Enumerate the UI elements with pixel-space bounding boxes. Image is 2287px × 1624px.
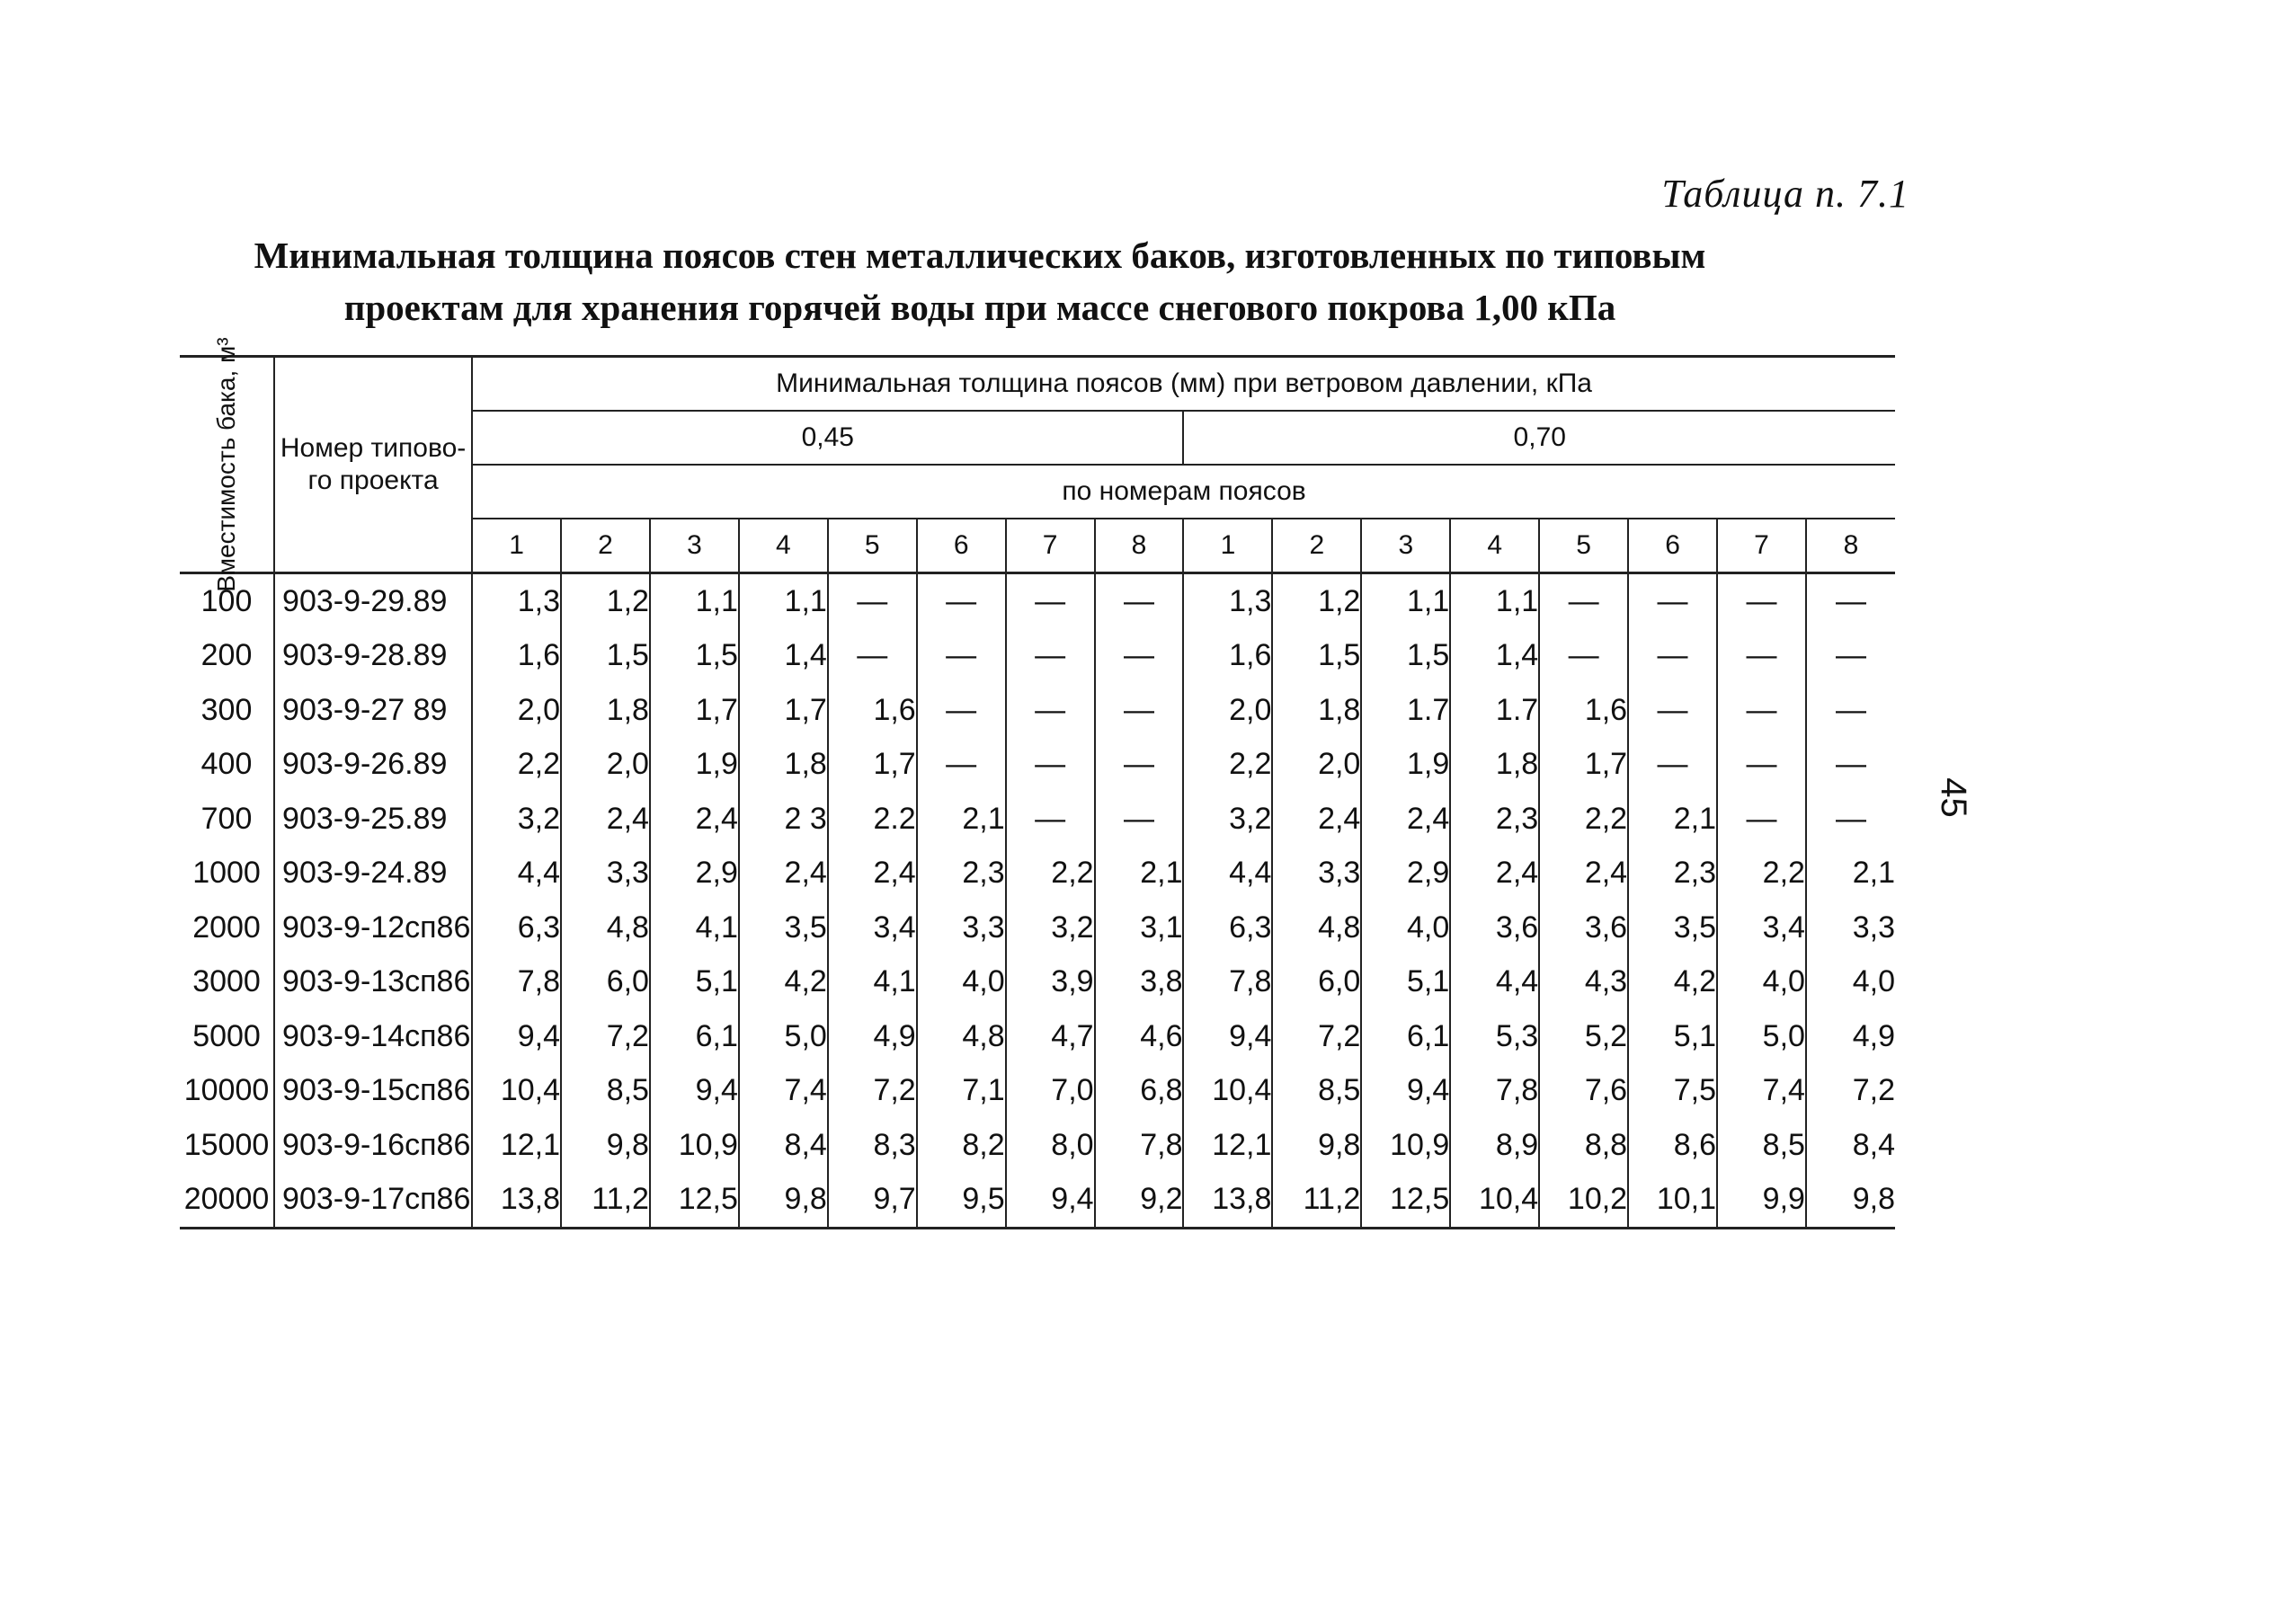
thickness-cell: 4,0	[1806, 955, 1895, 1010]
capacity-cell: 100	[200, 583, 253, 618]
belt-number-header: 3	[650, 519, 739, 573]
thickness-cell: 3,1	[1095, 901, 1184, 955]
thickness-cell: —	[1628, 573, 1717, 629]
thickness-cell: 3,6	[1450, 901, 1539, 955]
thickness-cell: 5,2	[1539, 1009, 1628, 1064]
thickness-cell: 9,8	[561, 1118, 650, 1173]
thickness-cell: 1,8	[1450, 738, 1539, 793]
thickness-cell: 9,4	[1183, 1009, 1272, 1064]
thickness-cell: 3,3	[561, 847, 650, 901]
thickness-cell: 8,0	[1006, 1118, 1095, 1173]
thickness-table	[180, 337, 1895, 1229]
table-caption: Таблица п. 7.1	[1661, 172, 1909, 216]
thickness-cell: 1,6	[828, 683, 917, 738]
thickness-cell: 2,4	[1272, 792, 1361, 847]
thickness-cell: 2,4	[1361, 792, 1450, 847]
thickness-cell: 3,3	[1272, 847, 1361, 901]
thickness-cell: 1,3	[472, 573, 561, 629]
thickness-cell: —	[1806, 573, 1895, 629]
thickness-cell: 1,2	[1272, 573, 1361, 629]
thickness-cell: 1,5	[1272, 629, 1361, 684]
thickness-cell: 2,1	[917, 792, 1006, 847]
thickness-cell: —	[1628, 629, 1717, 684]
table-row	[180, 955, 1895, 1010]
table-row	[180, 573, 1895, 629]
thickness-cell: 7,1	[917, 1064, 1006, 1119]
thickness-cell: 8,5	[1717, 1118, 1806, 1173]
thickness-cell: 9,4	[1006, 1173, 1095, 1229]
thickness-cell: 5,3	[1450, 1009, 1539, 1064]
thickness-cell: 9,4	[472, 1009, 561, 1064]
thickness-cell: —	[828, 573, 917, 629]
thickness-cell: 4,0	[917, 955, 1006, 1010]
table-title	[180, 229, 1780, 333]
capacity-cell: 200	[200, 638, 253, 673]
table-row	[180, 629, 1895, 684]
thickness-cell: 1,6	[1183, 629, 1272, 684]
project-cell: 903-9-25.89	[274, 792, 472, 847]
thickness-cell: 4,9	[1806, 1009, 1895, 1064]
thickness-cell: 1,8	[561, 683, 650, 738]
thickness-cell: 4,4	[1183, 847, 1272, 901]
thickness-cell: 8,6	[1628, 1118, 1717, 1173]
thickness-cell: 7,8	[472, 955, 561, 1010]
thickness-cell: 1,1	[739, 573, 828, 629]
title-line-1: Минимальная толщина поясов стен металлических баков, изготовленных по типовым	[254, 235, 1706, 276]
thickness-cell: 3,3	[1806, 901, 1895, 955]
thickness-cell: 5,0	[1717, 1009, 1806, 1064]
thickness-cell: 2 3	[739, 792, 828, 847]
thickness-cell: 6,3	[1183, 901, 1272, 955]
thickness-cell: —	[1717, 738, 1806, 793]
thickness-cell: 4,8	[561, 901, 650, 955]
belt-number-header: 7	[1717, 519, 1806, 573]
thickness-cell: 3,2	[472, 792, 561, 847]
thickness-cell: 2,4	[828, 847, 917, 901]
thickness-cell: 7,8	[1450, 1064, 1539, 1119]
capacity-cell: 1000	[192, 856, 261, 891]
thickness-cell: 6,3	[472, 901, 561, 955]
thickness-cell: —	[1539, 629, 1628, 684]
thickness-cell: —	[1628, 683, 1717, 738]
thickness-cell: 3,4	[1717, 901, 1806, 955]
thickness-cell: 9,2	[1095, 1173, 1184, 1229]
table-row	[180, 901, 1895, 955]
thickness-cell: 2,4	[1539, 847, 1628, 901]
thickness-cell: 4,7	[1006, 1009, 1095, 1064]
thickness-cell: 8,3	[828, 1118, 917, 1173]
thickness-cell: 2,3	[1450, 792, 1539, 847]
thickness-cell: 2,3	[1628, 847, 1717, 901]
thickness-cell: 12,5	[1361, 1173, 1450, 1229]
belt-number-header: 3	[1361, 519, 1450, 573]
table-row	[180, 792, 1895, 847]
thickness-cell: 2,2	[1183, 738, 1272, 793]
thickness-cell: —	[1095, 683, 1184, 738]
table-row	[180, 1064, 1895, 1119]
thickness-cell: —	[917, 738, 1006, 793]
thickness-cell: —	[1095, 573, 1184, 629]
thickness-cell: 10,9	[1361, 1118, 1450, 1173]
belt-number-header: 4	[1450, 519, 1539, 573]
project-header: Номер типово-го проекта	[274, 357, 472, 573]
thickness-cell: 3,6	[1539, 901, 1628, 955]
thickness-cell: —	[917, 629, 1006, 684]
thickness-cell: 2,1	[1628, 792, 1717, 847]
thickness-cell: 4,4	[1450, 955, 1539, 1010]
project-cell: 903-9-13сп86	[274, 955, 472, 1010]
capacity-cell: 400	[200, 747, 253, 782]
page-number: 45	[1933, 777, 1973, 818]
thickness-cell: —	[1806, 629, 1895, 684]
thickness-cell: —	[1539, 573, 1628, 629]
thickness-cell: 2,3	[917, 847, 1006, 901]
thickness-cell: —	[1806, 792, 1895, 847]
thickness-cell: 3,9	[1006, 955, 1095, 1010]
thickness-cell: 7,5	[1628, 1064, 1717, 1119]
belt-number-header: 1	[1183, 519, 1272, 573]
thickness-cell: 1,7	[828, 738, 917, 793]
thickness-cell: 12,5	[650, 1173, 739, 1229]
belt-number-header: 1	[472, 519, 561, 573]
thickness-cell: 9,8	[1806, 1173, 1895, 1229]
project-cell: 903-9-29.89	[274, 573, 472, 629]
thickness-cell: 4,9	[828, 1009, 917, 1064]
thickness-cell: 6,0	[561, 955, 650, 1010]
thickness-cell: 2,2	[1539, 792, 1628, 847]
capacity-cell: 2000	[192, 910, 261, 945]
thickness-cell: 1,3	[1183, 573, 1272, 629]
project-cell: 903-9-16сп86	[274, 1118, 472, 1173]
thickness-cell: 1,1	[1450, 573, 1539, 629]
thickness-cell: 1,6	[1539, 683, 1628, 738]
thickness-cell: 1,1	[1361, 573, 1450, 629]
thickness-cell: 2,0	[1272, 738, 1361, 793]
thickness-cell: 12,1	[1183, 1118, 1272, 1173]
belt-number-header: 8	[1095, 519, 1184, 573]
thickness-cell: 1,1	[650, 573, 739, 629]
belt-number-header: 4	[739, 519, 828, 573]
capacity-header-cell	[180, 337, 274, 592]
thickness-cell: 9,8	[1272, 1118, 1361, 1173]
thickness-cell: —	[1006, 629, 1095, 684]
thickness-cell: —	[917, 683, 1006, 738]
table-header	[180, 337, 1895, 592]
belt-number-header: 6	[1628, 519, 1717, 573]
project-cell: 903-9-27 89	[274, 683, 472, 738]
thickness-cell: —	[1095, 792, 1184, 847]
thickness-cell: 2,4	[561, 792, 650, 847]
thickness-cell: 13,8	[472, 1173, 561, 1229]
thickness-cell: 2,4	[1450, 847, 1539, 901]
thickness-cell: 9,4	[650, 1064, 739, 1119]
thickness-cell: 10,4	[1183, 1064, 1272, 1119]
thickness-cell: 2,2	[1006, 847, 1095, 901]
pressure-045-header: 0,45	[472, 411, 1183, 465]
thickness-cell: 10,9	[650, 1118, 739, 1173]
thickness-cell: 2,0	[561, 738, 650, 793]
thickness-cell: —	[1717, 792, 1806, 847]
thickness-cell: 1.7	[1450, 683, 1539, 738]
thickness-cell: 2,4	[650, 792, 739, 847]
capacity-cell: 10000	[183, 1073, 270, 1108]
thickness-cell: 1,4	[739, 629, 828, 684]
project-cell: 903-9-17сп86	[274, 1173, 472, 1229]
thickness-cell: 8,5	[1272, 1064, 1361, 1119]
thickness-cell: —	[828, 629, 917, 684]
thickness-cell: 2,2	[472, 738, 561, 793]
belt-number-header: 7	[1006, 519, 1095, 573]
thickness-cell: —	[1717, 573, 1806, 629]
thickness-cell: 6,8	[1095, 1064, 1184, 1119]
capacity-cell: 20000	[180, 1173, 274, 1229]
thickness-cell: 2,0	[472, 683, 561, 738]
table-row	[180, 1173, 1895, 1229]
thickness-cell: 8,4	[739, 1118, 828, 1173]
thickness-cell: 1,5	[650, 629, 739, 684]
capacity-cell: 5000	[192, 1018, 261, 1053]
thickness-cell: 8,4	[1806, 1118, 1895, 1173]
belt-number-header: 6	[917, 519, 1006, 573]
thickness-cell: 7,4	[1717, 1064, 1806, 1119]
thickness-cell: 2.2	[828, 792, 917, 847]
thickness-cell: 4,4	[472, 847, 561, 901]
thickness-cell: 7,2	[828, 1064, 917, 1119]
thickness-cell: 2,1	[1095, 847, 1184, 901]
thickness-cell: —	[1717, 683, 1806, 738]
capacity-header: Вместимость бака, м³	[212, 337, 241, 592]
thickness-cell: 9,9	[1717, 1173, 1806, 1229]
thickness-cell: —	[1628, 738, 1717, 793]
thickness-cell: 1,2	[561, 573, 650, 629]
thickness-cell: 7,8	[1095, 1118, 1184, 1173]
thickness-cell: 10,4	[1450, 1173, 1539, 1229]
thickness-cell: —	[1006, 738, 1095, 793]
table-row	[180, 683, 1895, 738]
thickness-cell: 6,1	[650, 1009, 739, 1064]
thickness-cell: 9,8	[739, 1173, 828, 1229]
thickness-cell: 4,1	[650, 901, 739, 955]
thickness-cell: 4,0	[1361, 901, 1450, 955]
thickness-cell: —	[1095, 738, 1184, 793]
thickness-cell: 7,6	[1539, 1064, 1628, 1119]
thickness-cell: 8,2	[917, 1118, 1006, 1173]
thickness-cell: —	[917, 573, 1006, 629]
thickness-cell: 2,1	[1806, 847, 1895, 901]
thickness-cell: 6,0	[1272, 955, 1361, 1010]
thickness-cell: 4,8	[1272, 901, 1361, 955]
thickness-cell: 1,4	[1450, 629, 1539, 684]
thickness-cell: 1,8	[1272, 683, 1361, 738]
table-row	[180, 1118, 1895, 1173]
thickness-cell: 2,4	[739, 847, 828, 901]
thickness-cell: 1,9	[1361, 738, 1450, 793]
title-line-2: проектам для хранения горячей воды при массе снегового покрова 1,00 кПа	[343, 287, 1616, 328]
thickness-cell: 1,7	[739, 683, 828, 738]
capacity-cell: 700	[200, 801, 253, 836]
belt-number-header: 8	[1806, 519, 1895, 573]
table-row	[180, 1009, 1895, 1064]
thickness-cell: —	[1806, 683, 1895, 738]
project-cell: 903-9-26.89	[274, 738, 472, 793]
capacity-cell: 3000	[192, 964, 261, 999]
thickness-cell: 8,9	[1450, 1118, 1539, 1173]
thickness-cell: 4,8	[917, 1009, 1006, 1064]
thickness-cell: 13,8	[1183, 1173, 1272, 1229]
project-cell: 903-9-24.89	[274, 847, 472, 901]
thickness-cell: 9,4	[1361, 1064, 1450, 1119]
thickness-cell: 3,5	[1628, 901, 1717, 955]
thickness-cell: 4,2	[1628, 955, 1717, 1010]
thickness-cell: 5,0	[739, 1009, 828, 1064]
thickness-cell: —	[1095, 629, 1184, 684]
thickness-cell: 1,7	[650, 683, 739, 738]
thickness-cell: 2,2	[1717, 847, 1806, 901]
thickness-cell: 4,3	[1539, 955, 1628, 1010]
table-row	[180, 738, 1895, 793]
thickness-cell: 2,9	[650, 847, 739, 901]
thickness-cell: 11,2	[1272, 1173, 1361, 1229]
project-cell: 903-9-12сп86	[274, 901, 472, 955]
thickness-cell: 3,4	[828, 901, 917, 955]
thickness-cell: 3,2	[1006, 901, 1095, 955]
thickness-cell: 7,2	[1272, 1009, 1361, 1064]
thickness-cell: 3,5	[739, 901, 828, 955]
belt-number-header: 5	[1539, 519, 1628, 573]
thickness-cell: —	[1006, 683, 1095, 738]
thickness-cell: 4,2	[739, 955, 828, 1010]
thickness-cell: 11,2	[561, 1173, 650, 1229]
thickness-cell: 3,2	[1183, 792, 1272, 847]
thickness-cell: 7,0	[1006, 1064, 1095, 1119]
project-cell: 903-9-15сп86	[274, 1064, 472, 1119]
thickness-cell: 10,4	[472, 1064, 561, 1119]
thickness-cell: 2,0	[1183, 683, 1272, 738]
belts-header: по номерам поясов	[472, 465, 1895, 519]
thickness-cell: 5,1	[1628, 1009, 1717, 1064]
table-body	[180, 573, 1895, 1229]
belt-number-header: 2	[1272, 519, 1361, 573]
belt-number-header: 5	[828, 519, 917, 573]
thickness-cell: 1,8	[739, 738, 828, 793]
thickness-cell: 1,6	[472, 629, 561, 684]
thickness-cell: 8,5	[561, 1064, 650, 1119]
thickness-cell: 10,2	[1539, 1173, 1628, 1229]
group-header: Минимальная толщина поясов (мм) при ветровом давлении, кПа	[472, 357, 1895, 412]
thickness-cell: —	[1717, 629, 1806, 684]
thickness-cell: 7,8	[1183, 955, 1272, 1010]
thickness-cell: 5,1	[1361, 955, 1450, 1010]
thickness-cell: 1,5	[1361, 629, 1450, 684]
thickness-cell: 3,8	[1095, 955, 1184, 1010]
thickness-cell: 10,1	[1628, 1173, 1717, 1229]
thickness-cell: 6,1	[1361, 1009, 1450, 1064]
thickness-cell: 1,7	[1539, 738, 1628, 793]
table-row	[180, 847, 1895, 901]
thickness-cell: 7,4	[739, 1064, 828, 1119]
thickness-cell: 8,8	[1539, 1118, 1628, 1173]
thickness-cell: 4,0	[1717, 955, 1806, 1010]
thickness-cell: 9,7	[828, 1173, 917, 1229]
thickness-cell: 5,1	[650, 955, 739, 1010]
thickness-cell: 12,1	[472, 1118, 561, 1173]
capacity-cell: 300	[200, 692, 253, 727]
thickness-cell: 7,2	[1806, 1064, 1895, 1119]
thickness-cell: —	[1006, 573, 1095, 629]
thickness-cell: 1.7	[1361, 683, 1450, 738]
project-cell: 903-9-14сп86	[274, 1009, 472, 1064]
project-cell: 903-9-28.89	[274, 629, 472, 684]
belt-number-header: 2	[561, 519, 650, 573]
thickness-cell: —	[1006, 792, 1095, 847]
thickness-cell: 9,5	[917, 1173, 1006, 1229]
capacity-cell: 15000	[183, 1127, 270, 1162]
thickness-cell: —	[1806, 738, 1895, 793]
thickness-cell: 4,1	[828, 955, 917, 1010]
thickness-cell: 1,5	[561, 629, 650, 684]
thickness-cell: 4,6	[1095, 1009, 1184, 1064]
thickness-cell: 1,9	[650, 738, 739, 793]
thickness-cell: 7,2	[561, 1009, 650, 1064]
pressure-070-header: 0,70	[1183, 411, 1895, 465]
thickness-cell: 3,3	[917, 901, 1006, 955]
thickness-cell: 2,9	[1361, 847, 1450, 901]
